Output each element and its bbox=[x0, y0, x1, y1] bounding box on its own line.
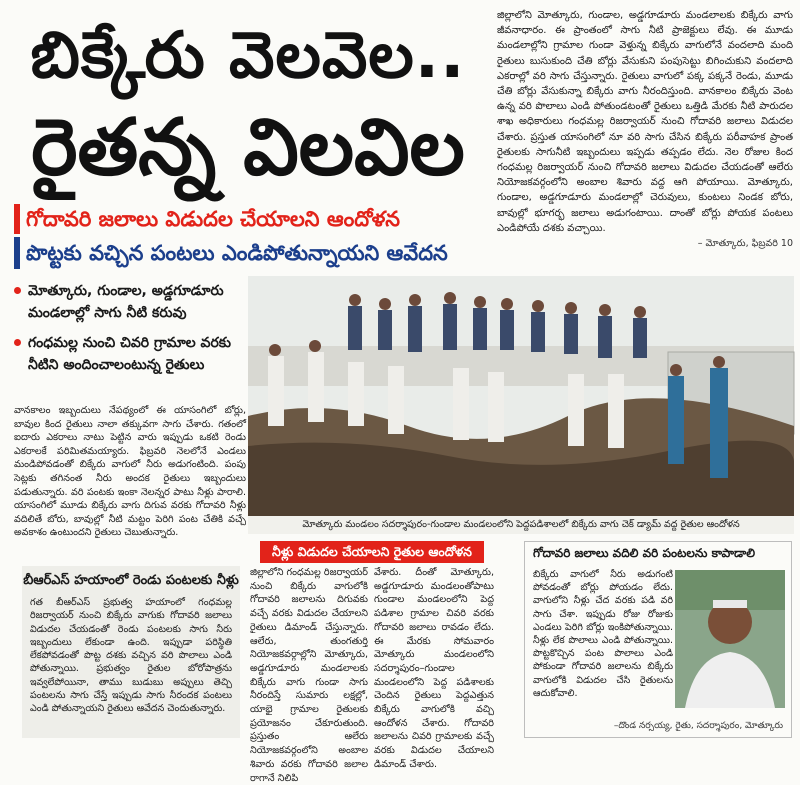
quote-text: బిక్కేరు వాగులో నీరు అడుగంటి పోవడంతో బోర్లు పోయడం లేదు. వాగులోని నీళ్లు చేద వరకు పడి వరి సాగు చేశా. ఇప్పుడు రోజు రోజుకు ఎండలు పెరిగి బోర్లు ఇంకిపోతున్నాయి. నీళ్లు లేక పొలాలు ఎండి పోతున్నాయి. పొట్టకొచ్చిన పంట పొలాలు ఎండి పోకుండా గోదావరి జలాలను బిక్కేరు వాగులోకి విడుదల చేసి రైతులను ఆదుకోవాలి. bbox=[533, 569, 673, 699]
photo-caption: మోత్కూరు మండలం సదర్శాపురం-గుండాల మండలంలోని పెద్దపడిశాలలో బిక్కేరు వాగు చెక్ డ్యామ్ వద్ద రైతుల ఆందోళన bbox=[248, 516, 794, 534]
bullet-list bbox=[14, 280, 246, 400]
top-right-column bbox=[497, 8, 793, 270]
sidebar-box bbox=[22, 566, 240, 738]
quote-title: గోదావరి జలాలు వదిలి వరి పంటలను కాపాడాలి bbox=[533, 546, 756, 560]
quote-signature: –దొండ నర్సయ్య, రైతు, సదర్శాపురం, మోత్కూరు bbox=[613, 721, 783, 731]
dateline: – మోత్కూరు, ఫిబ్రవరి 10 bbox=[697, 238, 793, 250]
headline-line-2: రైతన్న విలవిల bbox=[31, 103, 465, 193]
red-banner: నీళ్లు విడుదల చేయాలని రైతుల ఆందోళన bbox=[260, 541, 484, 563]
left-paragraph: వానకాలం ఇబ్బందులు నేపథ్యంలో ఈ యాసంగిలో బోర్లు, బావుల కింద రైతులు నాలా తక్కువగా సాగు చేశారు. గతంలో ఐదారు ఎకరాలు నాటు పెట్టిన వారు ఇప్పుడు ఒకటి రెండు ఎకరాలకే పరిమితమయ్యారు. ఫిబ్రవరి నెలలోనే ఎండలు మండిపోవడంతో బిక్కేరు వాగులో నీరు అడుగంటింది. పంపు సెట్లకు తగినంత నీరు అందక రైతులు ఇబ్బందులు పడుతున్నారు. వరి పంటకు ఇంకా నెలన్నర పాటు నీళ్లు పారాలి. యాసంగిలో మూడు బిక్కేరు వాగు దిగువ వరకు గోదావరి నీళ్లు వదిలితే బోరు, బావుల్లో నీటి మట్టం పెరిగి పంట చేతికి వచ్చే అవకాశం ఉంటుందని రైతులు చెబుతున్నారు. bbox=[14, 405, 246, 539]
headline-line-1: బిక్కేరు వెలవెల.. bbox=[30, 19, 466, 93]
subheading-blue: పొట్టకు వచ్చిన పంటలు ఎండిపోతున్నాయని ఆవేదన bbox=[14, 237, 484, 269]
sidebar-text: గత బీఆర్ఎస్ ప్రభుత్వ హయాంలో గంధమల్ల రిజర్వాయర్ నుంచి బిక్కేరు వాగుకు గోదావరి జలాలు విడుదల చేయడంతో రెండు పంటలకు సాగు నీరు ఇబ్బందులు లేకుండా ఉంది. ఇప్పుడా పరిస్థితి లేకపోవడంతో పొట్ట దశకు వచ్చిన వరి పొలాలు ఎండి పోతున్నాయి. ప్రభుత్వం రైతుల బోరోపాత్రను ఇవ్వలేపోయినా, తాము బుడుబు అప్పులు తెచ్చి పంటలను సాగు చేస్తే ఇప్పుడు సాగు నీరందక పంటలు ఎండి పోతున్నాయని రైతులు ఆవేదన చెందుతున్నారు. bbox=[30, 597, 232, 715]
bullet-item: మోత్కూరు, గుండాల, అడ్డగూడూరు మండలాల్లో సాగు నీటి కరువు bbox=[14, 280, 246, 324]
farmer-quote-box bbox=[524, 541, 792, 738]
sidebar-title: బీఆర్ఎస్ హయాంలో రెండు పంటలకు నీళ్లు bbox=[23, 573, 239, 588]
top-column-text: జిల్లాలోని మోత్కూరు, గుండాల, అడ్డగూడూరు మండలాలకు బిక్కేరు వాగు జీవనాధారం. ఈ ప్రాంతంలో సాగు నీటి ప్రాజెక్టులు లేవు. ఈ మూడు మండలాల్లోని గ్రామాల గుండా వెళ్తున్న బిక్కేరు వాగులోనే వందలాది మంది రైతులు బుసుకుంది చేతి బోర్లు వేసుకుని పంపుసెట్టు బిగించుకుని వందలాది ఎకరాల్లో వరి సాగు చేస్తున్నారు. రైతులు వాగులో పక్క పక్కనే రెండు, మూడు చేతి బోర్లు వేసుకున్నా బిక్కేరు వాగు నీరందిస్తుంది. వానకాలం బిక్కేరు వెంట ఉన్న వరి పొలాలు ఎండి పోతుండటంతో రైతులు ఒత్తిడి మేరకు నీటి పారుదల శాఖ అధికారులు గంధమల్ల రిజర్వాయర్ నుంచి గోదావరి జలాలు విడుదల చేశారు. ప్రస్తుత యాసంగిలో నూ వరి సాగు చేసిన బిక్కేరు పరీవాహక ప్రాంత రైతులకు సాగునీటి ఇబ్బందులు ఇప్పడు తప్పడం లేదు. నెల రోజుల కింద గంధమల్ల రిజర్వాయర్ నుంచి గోదావరి జలాలు విడుదల చేయడంతో ఆలేరు నియోజకవర్గంలోని అంబాల శివారు వద్ద ఆగి పోయాయి. మోత్కూరు, గుండాల, అడ్డగూడూరు మండలాల్లో చెరువులు, కుంటలు నిండక బోరు, బావుల్లో భూగర్భ జలాలు అడుగంటాయి. దాంతో బోర్లు పోయక పంటలు ఎండిపోయే దశకు వచ్చాయి. bbox=[497, 10, 793, 234]
bullet-item: గంధమల్ల నుంచి చివరి గ్రామాల వరకు నీటిని అందించాలంటున్న రైతులు bbox=[14, 332, 246, 376]
farmer-portrait bbox=[675, 570, 785, 708]
subheading-red: గోదావరి జలాలు విడుదల చేయాలని ఆందోళన bbox=[14, 204, 484, 234]
article-column-1: జిల్లాలోని గంధమల్ల రిజర్వాయర్ నుంచి బిక్కేరు వాగులోకి గోదావరి జలాలను దిగువకు వచ్చే వరకు విడుదల చేయాలని రైతులు డిమాండ్ చేస్తున్నారు. ఆలేరు, తుంగతుర్తి నియోజకవర్గాల్లోని మోత్కూరు, అడ్డగూడూరు మండలాలకు బిక్కేరు వాగు గుండా సాగు నీరందిస్తే సుమారు లక్షల్లో, యాభై గ్రామాల రైతులకు ప్రయోజనం చేకూరుతుంది. ప్రస్తుతం ఆలేరు నియోజకవర్గంలోని అంబాల శివారు వరకు గోదావరి జలాల రాగానే నిలిపి bbox=[250, 567, 368, 784]
article-column-2: వేశారు. దీంతో మోత్కూరు, అడ్డగూడూరు మండలంతోపాటు గుండాల మండలంలోని పెద్ద పడిశాల గ్రామాల చివరి వరకు గోదావరి జలాలు రావడం లేదు. ఈ మేరకు సోమవారం మోత్కూరు మండలంలోని సదర్శాపురం–గుండాల మండలంలోని పెద్ద పడిశాలకు చెందిన రైతులు పెద్దఎత్తున బిక్కేరు వాగులోకి వచ్చి ఆందోళన చేశారు. గోదావరి జలాలను చివరి గ్రామాలకు వచ్చే వరకు విడుదల చేయాలని డిమాండ్ చేశారు. bbox=[374, 567, 494, 770]
farmers-protest-photo bbox=[248, 276, 794, 516]
